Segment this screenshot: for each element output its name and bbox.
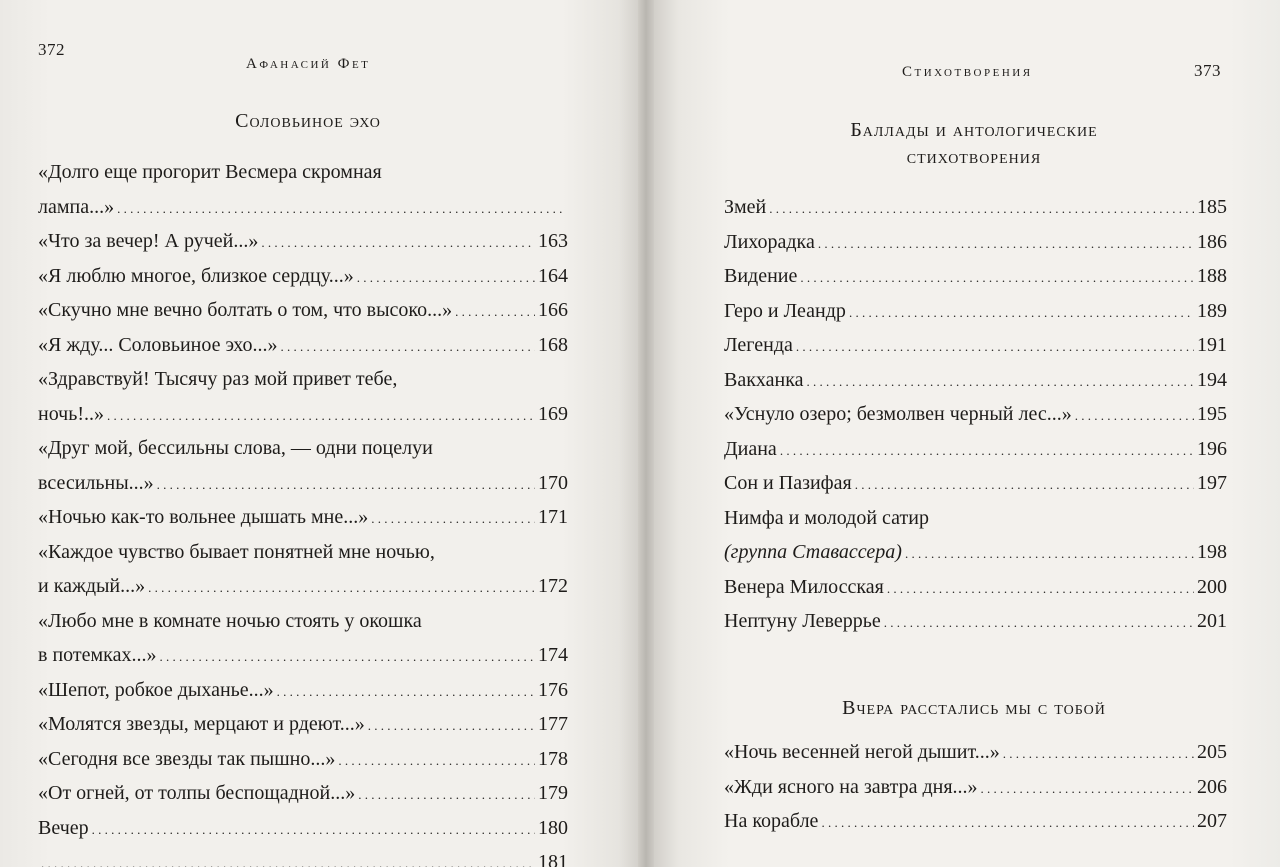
toc-entry-title: Вакханка [724, 368, 804, 391]
toc-entry-title: Сон и Пазифая [724, 472, 852, 494]
toc-entry-page: 181 [538, 851, 568, 867]
toc-entry-page: 174 [538, 644, 568, 666]
toc-entry [724, 604, 1227, 639]
toc-entry [724, 363, 1227, 398]
toc-entry-page: 205 [1197, 741, 1227, 763]
toc-entry-line [38, 224, 568, 259]
toc-entry-line [38, 466, 568, 501]
toc-entry-line [724, 225, 1227, 260]
toc-entry-title: «Каждое чувство бывает понятней мне ночью, [38, 540, 435, 563]
toc-entry-line [38, 535, 568, 570]
toc-entry-page: 201 [1197, 610, 1227, 632]
toc-entry-line [38, 190, 568, 225]
toc-entry-page: 207 [1197, 810, 1227, 832]
page-number-left: 372 [38, 40, 65, 59]
toc-entry-page: 179 [538, 782, 568, 804]
toc-entry-title: «Ночью как-то вольнее дышать мне...» [38, 506, 369, 528]
toc-entry-line [724, 735, 1227, 770]
toc-entry-line [38, 707, 568, 742]
toc-entry-page: 185 [1197, 196, 1227, 218]
toc-entry [724, 294, 1227, 329]
dot-leader [818, 225, 1194, 262]
toc-entry-page: 178 [538, 747, 568, 770]
section-title-solovinoe-ekho: Соловьиное эхо [235, 110, 381, 132]
toc-list-left [38, 155, 568, 867]
toc-entry [38, 845, 568, 867]
dot-leader [905, 535, 1194, 572]
toc-entry [724, 225, 1227, 260]
toc-entry [38, 673, 568, 708]
toc-entry-title: «Сегодня все звезды так пышно...» [38, 747, 336, 770]
toc-entry-title: «Молятся звезды, мерцают и рдеют...» [38, 713, 365, 735]
toc-entry [38, 293, 568, 328]
toc-entry-title: «Здравствуй! Тысячу раз мой привет тебе, [38, 368, 398, 390]
dot-leader [821, 804, 1194, 841]
toc-entry-title: На корабле [724, 810, 819, 832]
section-title [724, 695, 1224, 722]
toc-entry-page: 172 [538, 575, 568, 597]
toc-entry [724, 770, 1227, 805]
toc-entry-title: Венера Милосская [724, 575, 884, 598]
toc-entry-line [38, 397, 568, 432]
toc-entry [38, 811, 568, 846]
toc-entry-title: всесильны...» [38, 471, 154, 494]
toc-entry [724, 259, 1227, 294]
dot-leader [855, 466, 1194, 503]
dot-leader [261, 224, 535, 261]
dot-leader [41, 845, 535, 867]
left-page [0, 0, 638, 867]
toc-entry [38, 362, 568, 431]
toc-entry [724, 501, 1227, 570]
toc-entry-title: Лихорадка [724, 230, 815, 253]
section-title [724, 117, 1224, 171]
toc-entry-title: Вечер [38, 816, 89, 839]
toc-entry [38, 328, 568, 363]
toc-entry-line [724, 501, 1227, 536]
toc-entry-title: «От огней, от толпы беспощадной...» [38, 782, 356, 804]
toc-entry-title: Нимфа и молодой сатир [724, 506, 929, 529]
toc-entry-line [724, 294, 1227, 329]
dot-leader [807, 363, 1194, 400]
toc-entry-line [724, 328, 1227, 363]
toc-entry-page: 198 [1197, 541, 1227, 563]
toc-entry-line [38, 328, 568, 363]
toc-entry-page: 169 [538, 402, 568, 425]
toc-entry-title: «Друг мой, бессильны слова, — одни поцелуи [38, 437, 433, 459]
toc-entry-title: Видение [724, 265, 798, 287]
dot-leader [455, 293, 535, 330]
toc-entry [724, 804, 1227, 839]
toc-entry-line [38, 604, 568, 639]
toc-entry-page: 171 [538, 506, 568, 528]
toc-entry-title: Геро и Леандр [724, 299, 846, 322]
dot-leader [769, 190, 1194, 227]
toc-entry [38, 431, 568, 500]
toc-entry-title: «Ночь весенней негой дышит...» [724, 741, 1000, 763]
toc-entry-title: «Жди ясного на завтра дня...» [724, 775, 978, 798]
toc-list-right [724, 735, 1227, 839]
book-gutter [638, 0, 654, 867]
section-title-line: Баллады и антологические [850, 119, 1098, 141]
toc-entry [38, 535, 568, 604]
toc-entry-page: 186 [1197, 230, 1227, 253]
toc-list-right [724, 190, 1227, 639]
toc-entry-title: Легенда [724, 334, 793, 356]
toc-entry-title: «Я жду... Соловьиное эхо...» [38, 333, 278, 356]
dot-leader [358, 776, 535, 813]
toc-entry-page: 164 [538, 264, 568, 287]
toc-entry-page: 177 [538, 713, 568, 735]
toc-entry-line [38, 362, 568, 397]
toc-entry-title: в потемках...» [38, 644, 157, 666]
dot-leader [1075, 397, 1194, 434]
toc-entry [38, 742, 568, 777]
page-number-right: 373 [1194, 61, 1221, 80]
toc-entry [724, 432, 1227, 467]
toc-entry [724, 328, 1227, 363]
right-page [654, 0, 1280, 867]
toc-entry-page: 170 [538, 471, 568, 494]
toc-entry-line [724, 466, 1227, 501]
toc-entry-line [38, 259, 568, 294]
toc-entry [38, 155, 568, 224]
toc-entry-line [38, 569, 568, 604]
toc-entry-title: лампа...» [38, 195, 115, 218]
dot-leader [887, 570, 1194, 607]
dot-leader [92, 811, 535, 848]
toc-entry [38, 604, 568, 673]
toc-entry-line [38, 811, 568, 846]
dot-leader [371, 500, 535, 537]
toc-entry-page: 195 [1197, 403, 1227, 425]
toc-entry-page: 206 [1197, 775, 1227, 798]
toc-entry-title: «Шепот, робкое дыханье...» [38, 678, 274, 701]
toc-entry-line [724, 190, 1227, 225]
toc-entry-line [38, 776, 568, 811]
toc-entry-title: «Уснуло озеро; безмолвен черный лес...» [724, 403, 1072, 425]
toc-entry [38, 224, 568, 259]
toc-entry-line [724, 804, 1227, 839]
toc-entry-line [724, 432, 1227, 467]
toc-entry-line [38, 155, 568, 190]
dot-leader [981, 770, 1194, 807]
toc-entry-page: 189 [1197, 299, 1227, 322]
running-head-author: Афанасий Фет [246, 56, 371, 72]
dot-leader [338, 742, 535, 779]
toc-entry-page: 180 [538, 816, 568, 839]
toc-entry-title: (группа Ставассера) [724, 541, 902, 563]
toc-entry-title: «Скучно мне вечно болтать о том, что высоко...» [38, 299, 453, 321]
toc-entry-line [38, 673, 568, 708]
toc-entry-title: Змей [724, 196, 767, 218]
toc-entry [724, 466, 1227, 501]
dot-leader [796, 328, 1194, 365]
toc-entry-page: 196 [1197, 437, 1227, 460]
toc-entry [724, 190, 1227, 225]
toc-entry [38, 500, 568, 535]
section-title-line: стихотворения [906, 146, 1042, 168]
toc-entry-line [38, 742, 568, 777]
dot-leader [107, 397, 535, 434]
toc-entry [724, 735, 1227, 770]
toc-entry-title: и каждый...» [38, 575, 146, 597]
toc-entry-title: Диана [724, 437, 777, 460]
toc-entry-line [38, 845, 568, 867]
toc-entry-line [724, 535, 1227, 570]
toc-entry [38, 776, 568, 811]
toc-entry-page: 176 [538, 678, 568, 701]
toc-entry-title: «Любо мне в комнате ночью стоять у окошка [38, 609, 422, 632]
toc-entry-page: 163 [538, 230, 568, 252]
dot-leader [1003, 735, 1194, 772]
toc-entry-page: 197 [1197, 472, 1227, 494]
toc-entry [724, 570, 1227, 605]
toc-entry-line [38, 638, 568, 673]
toc-entry [38, 707, 568, 742]
dot-leader [357, 259, 535, 296]
toc-entry [38, 259, 568, 294]
dot-leader [157, 466, 535, 503]
dot-leader [148, 569, 535, 606]
section-title-line: Вчера расстались мы с тобой [842, 697, 1106, 719]
toc-entry-line [724, 770, 1227, 805]
dot-leader [159, 638, 535, 675]
toc-entry-line [38, 500, 568, 535]
dot-leader [368, 707, 535, 744]
dot-leader [884, 604, 1194, 641]
toc-entry-line [724, 604, 1227, 639]
toc-entry-title: ночь!..» [38, 402, 105, 425]
toc-entry-page: 200 [1197, 575, 1227, 598]
toc-entry-line [38, 431, 568, 466]
toc-entry-line [38, 293, 568, 328]
toc-entry-line [724, 259, 1227, 294]
toc-entry-title: «Долго еще прогорит Весмера скромная [38, 161, 382, 183]
dot-leader [277, 673, 535, 710]
toc-entry-title: «Я люблю многое, близкое сердцу...» [38, 264, 354, 287]
toc-entry-page: 191 [1197, 334, 1227, 356]
toc-entry-page: 168 [538, 333, 568, 356]
toc-entry [724, 397, 1227, 432]
dot-leader [800, 259, 1194, 296]
toc-entry-line [724, 363, 1227, 398]
dot-leader [849, 294, 1194, 331]
toc-entry-line [724, 570, 1227, 605]
dot-leader [117, 190, 565, 227]
running-head-title: Стихотворения [902, 64, 1033, 80]
toc-entry-page: 188 [1197, 265, 1227, 287]
toc-entry-page: 194 [1197, 368, 1227, 391]
dot-leader [281, 328, 535, 365]
toc-entry-title: «Что за вечер! А ручей...» [38, 230, 259, 252]
toc-entry-page: 166 [538, 299, 568, 321]
toc-entry-line [724, 397, 1227, 432]
toc-entry-title: Нептуну Леверрье [724, 610, 881, 632]
dot-leader [780, 432, 1194, 469]
